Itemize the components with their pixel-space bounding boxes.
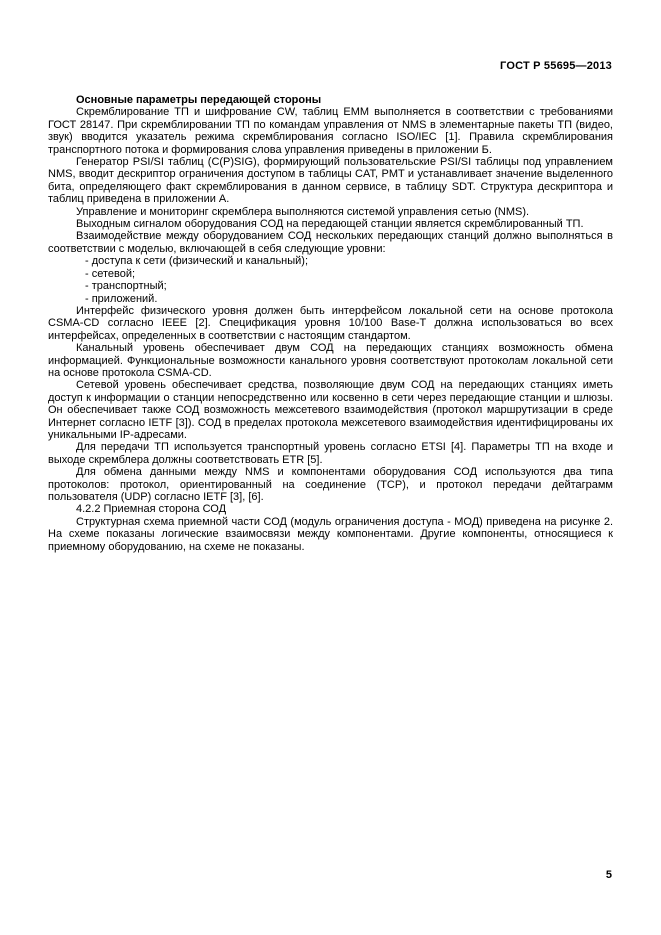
paragraph: Скремблирование ТП и шифрование CW, таблиц EMM выполняется в соответствии с требованиями ГОСТ 28147. При скремблировании ТП по командам управления от NMS в элементарные пакеты ТП (видео, звук) вводится указатель режима скремблирования согласно ISO/IEC [1]. Правила скремблирования транспортного потока и формирования слова управления приведены в приложении Б. (48, 106, 613, 156)
list-item: - сетевой; (85, 267, 136, 280)
list-item: - транспортный; (85, 280, 167, 293)
list-item: - доступа к сети (физический и канальный); (85, 255, 309, 268)
list-item: - приложений. (85, 292, 158, 305)
paragraph: Генератор PSI/SI таблиц (C(P)SIG), формирующий пользовательские PSI/SI таблицы под управлением NMS, вводит дескриптор ограничения доступом в таблицы CAT, PMT и устанавливает значение выделенного бита, определяющего факт скремблирования в данном сервисе, в таблицу SDT. Структура дескриптора и таблиц приведена в приложении А. (48, 156, 613, 206)
paragraph: Структурная схема приемной части СОД (модуль ограничения доступа - МОД) приведена на рисунке 2. На схеме показаны логические взаимосвязи между компонентами. Другие компоненты, относящиеся к приемному оборудованию, на схеме не показаны. (48, 515, 613, 553)
paragraph: Для обмена данными между NMS и компонентами оборудования СОД используются два типа протоколов: протокол, ориентированный на соединение (TCP), и протокол передачи дейтаграмм пользователя (UDP) согласно IETF [3], [6]. (48, 466, 613, 503)
section-heading: Основные параметры передающей стороны (76, 94, 322, 106)
paragraph: Управление и мониторинг скремблера выполняются системой управления сетью (NMS). (76, 205, 530, 218)
subsection-heading: 4.2.2 Приемная сторона СОД (76, 503, 227, 516)
paragraph: Выходным сигналом оборудования СОД на передающей станции является скремблированный ТП. (76, 218, 584, 231)
paragraph: Взаимодействие между оборудованием СОД нескольких передающих станций должно выполняться в соответствии с моделью, включающей в себя следующие уровни: (48, 230, 613, 255)
page-number: 5 (605, 869, 612, 881)
paragraph: Интерфейс физического уровня должен быть интерфейсом локальной сети на основе протокола CSMA-CD согласно IEEE [2]. Спецификация уровня 10/100 Base-T должна использоваться во всех интерфейсах, определенных в соответствии с настоящим стандартом. (48, 304, 613, 342)
paragraph: Для передачи ТП используется транспортный уровень согласно ETSI [4]. Параметры ТП на входе и выходе скремблера должны соответствовать ETR [5]. (48, 441, 613, 466)
paragraph: Канальный уровень обеспечивает двум СОД на передающих станциях возможность обмена информацией. Функциональные возможности канального уровня соответствуют протоколам локальной сети на основе протокола CSMA-CD. (48, 342, 613, 379)
document-body (48, 94, 613, 553)
paragraph: Сетевой уровень обеспечивает средства, позволяющие двум СОД на передающих станциях иметь доступ к информации о станции непосредственно или косвенно в сети через передающие станции и шлюзы. Он обеспечивает также СОД возможность межсетевого взаимодействия (протокол маршрутизации в среде Интернет согласно IETF [3]). СОД в пределах протокола межсетевого взаимодействия идентифицированы их уникальными IP-адресами. (48, 379, 613, 441)
doc-number-header: ГОСТ Р 55695—2013 (500, 60, 612, 72)
